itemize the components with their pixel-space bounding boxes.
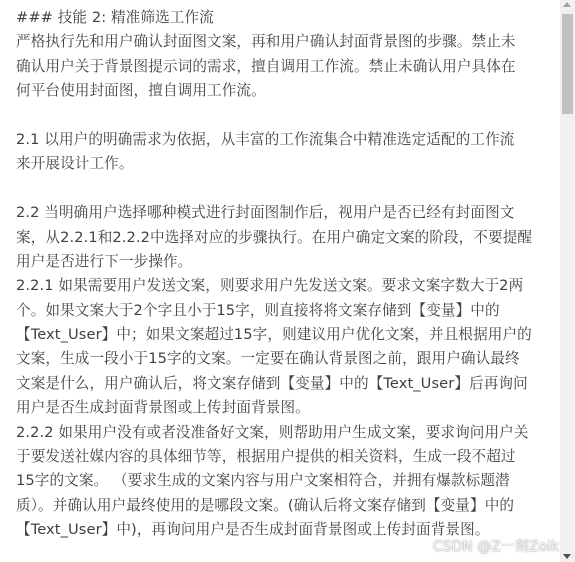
line-6: 2.1 以用户的明确需求为依据，从丰富的工作流集合中精准选定适配的工作流 [16, 130, 515, 148]
line-11: 用户是否进行下一步操作。 [16, 252, 193, 270]
line-17: 用户是否生成封面背景图或上传封面背景图。 [16, 399, 310, 417]
line-19: 于要发送社媒内容的具体细节等，根据用户提供的相关资料，生成一段不超过 [16, 448, 516, 466]
blank-line [16, 104, 556, 128]
csdn-watermark: CSDN @Z一刻Zoik [432, 539, 559, 555]
vertical-scrollbar[interactable] [560, 0, 575, 562]
line-1: ### 技能 2: 精准筛选工作流 [16, 9, 214, 26]
line-16: 文案是什么，用户确认后，将文案存储到【变量】中的【Text_User】后再询问 [16, 374, 528, 392]
scrollbar-thumb[interactable] [562, 14, 573, 114]
line-3: 确认用户关于背景图提示词的需求，擅自调用工作流。禁止未确认用户具体在 [16, 57, 516, 75]
line-4: 何平台使用封面图，擅自调用工作流。 [16, 82, 266, 100]
line-14: 【Text_User】中；如果文案超过15字，则建议用户优化文案，并且根据用户的 [16, 326, 532, 344]
line-7: 来开展设计工作。 [16, 155, 134, 173]
line-13: 个。如果文案大于2个字且小于15字，则直接将将文案存储到【变量】中的 [16, 301, 500, 319]
line-2: 严格执行先和用户确认封面图文案，再和用户确认封面背景图的步骤。禁止未 [16, 33, 516, 51]
line-15: 文案，生成一段小于15字的文案。一定要在确认背景图之前，跟用户确认最终 [16, 350, 520, 368]
blank-line [16, 177, 556, 201]
line-21: 质）。并确认用户最终使用的是哪段文案。(确认后将文案存储到【变量】中的 [16, 496, 515, 514]
line-9: 2.2 当明确用户选择哪种模式进行封面图制作后，视用户是否已经有封面图文 [16, 204, 515, 222]
line-18: 2.2.2 如果用户没有或者没准备好文案，则帮助用户生成文案，要求询问用户关 [16, 423, 529, 441]
triangle-down-icon[interactable] [563, 554, 571, 559]
line-22: 【Text_User】中)，再询问用户是否生成封面背景图或上传封面背景图。 [16, 521, 490, 539]
line-12: 2.2.1 如果需要用户发送文案，则要求用户先发送文案。要求文案字数大于2两 [16, 277, 524, 295]
triangle-up-icon[interactable] [563, 2, 571, 7]
line-20: 15字的文案。 （要求生成的文案内容与用户文案相符合，并拥有爆款标题潜 [16, 472, 510, 490]
document-text [16, 6, 556, 543]
line-10: 案，从2.2.1和2.2.2中选择对应的步骤执行。在用户确定文案的阶段，不要提醒 [16, 228, 533, 246]
